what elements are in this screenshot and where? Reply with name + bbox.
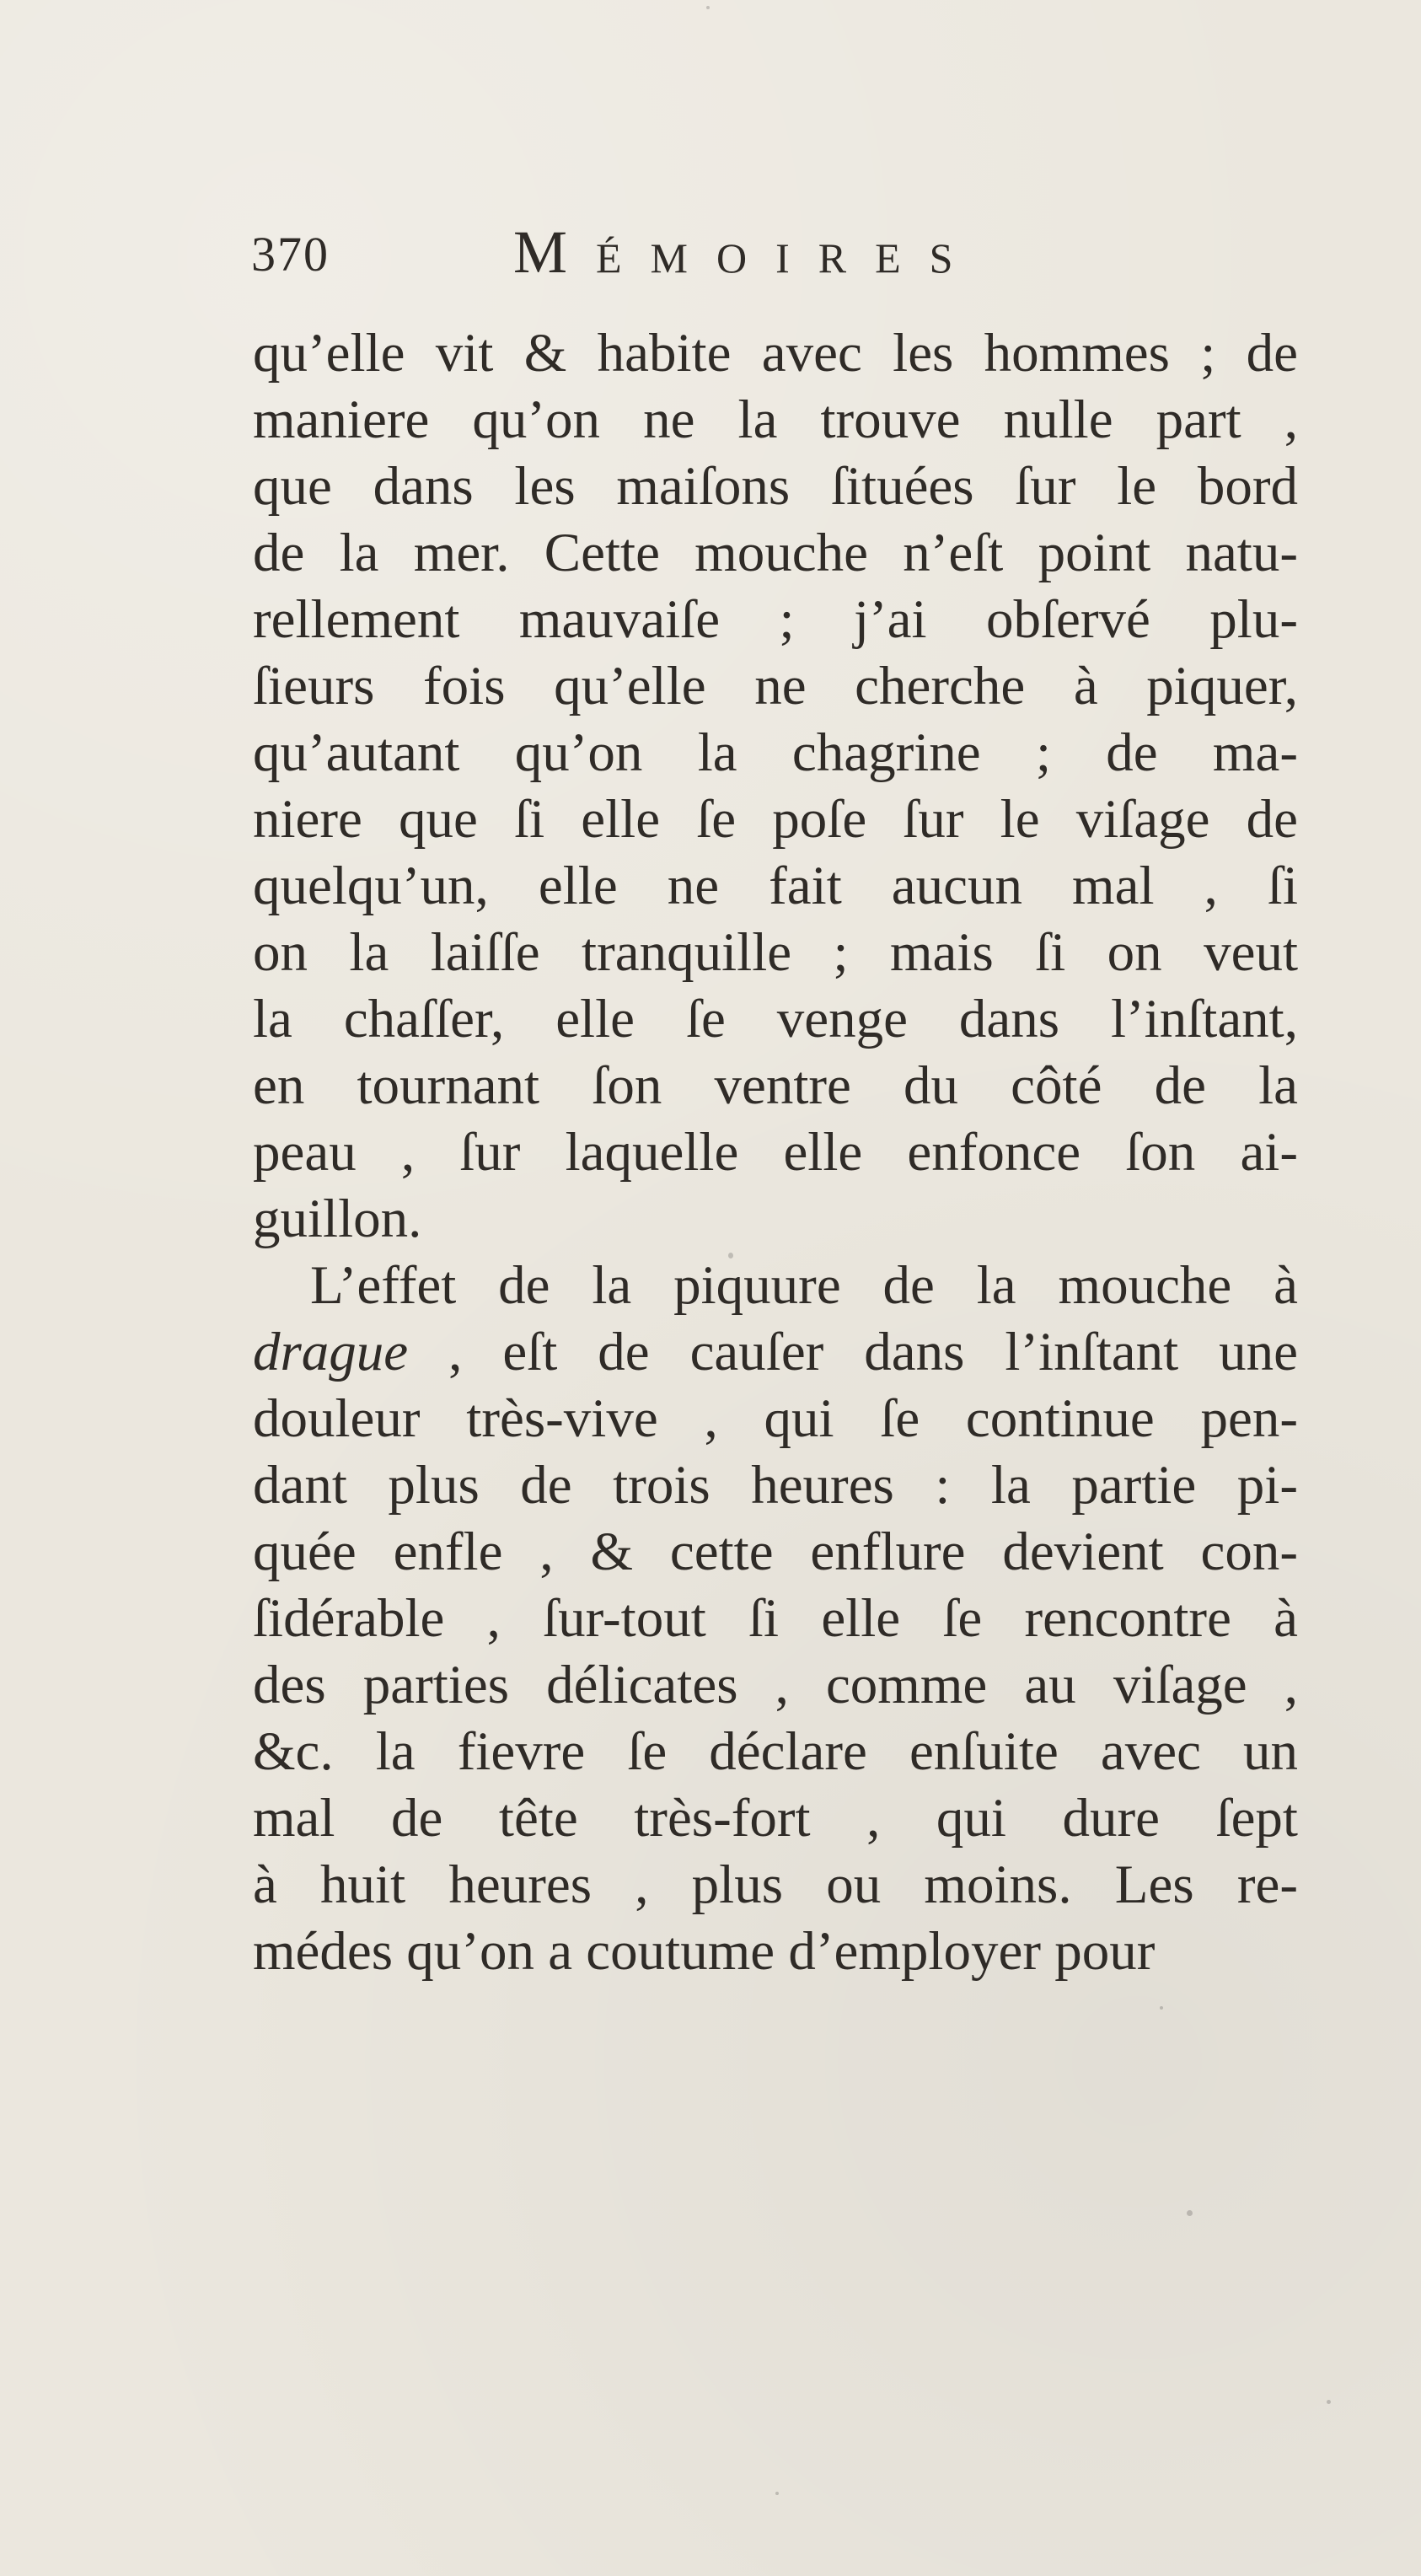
paragraph-1-line-13: peau , ſur laquelle elle enfonce ſon ai-	[253, 1122, 1298, 1183]
italic-term-drague: drague	[253, 1322, 409, 1382]
paper-speck	[1187, 2210, 1193, 2216]
page-number: 370	[251, 227, 330, 282]
paragraph-2-line-7: des parties délicates , comme au viſage ,	[253, 1655, 1298, 1715]
paragraph-1-line-6: ſieurs fois qu’elle ne cherche à piquer,	[253, 656, 1298, 716]
paragraph-1-line-4: de la mer. Cette mouche n’eſt point natu-	[253, 523, 1298, 583]
page-body	[253, 320, 1298, 1985]
paragraph-1-line-8: niere que ſi elle ſe poſe ſur le viſage de	[253, 789, 1298, 850]
paragraph-1-line-11: la chaſſer, elle ſe venge dans l’inſtant,	[253, 989, 1298, 1049]
running-head	[251, 217, 1094, 293]
paragraph-2-line-1: L’effet de la piquure de la mouche à	[310, 1255, 1298, 1316]
paragraph-1	[253, 320, 1298, 1253]
paper-speck	[1160, 2006, 1163, 2010]
paper-speck	[775, 2492, 779, 2495]
paragraph-2-line-3: douleur très-vive , qui ſe continue pen-	[253, 1388, 1298, 1449]
paper-speck	[1327, 2400, 1331, 2404]
running-title: Mémoires	[513, 218, 982, 286]
paper-speck	[728, 1253, 733, 1258]
paragraph-1-line-5: rellement mauvaiſe ; j’ai obſervé plu-	[253, 589, 1298, 650]
paragraph-2-line-4: dant plus de trois heures : la partie pi-	[253, 1455, 1298, 1516]
paper-speck	[706, 6, 710, 9]
paragraph-2-line-9: mal de tête très-fort , qui dure ſept	[253, 1788, 1298, 1849]
paragraph-1-line-12: en tournant ſon ventre du côté de la	[253, 1055, 1298, 1116]
paragraph-1-line-14: guillon.	[253, 1189, 422, 1249]
paragraph-2-line-6: ſidérable , ſur-tout ſi elle ſe rencontre à	[253, 1588, 1298, 1649]
paragraph-2-line-5: quée enfle , & cette enflure devient con-	[253, 1521, 1298, 1582]
paragraph-2-line-2-rest: , eſt de cauſer dans l’inſtant une	[408, 1322, 1298, 1382]
paragraph-2-line-10: à huit heures , plus ou moins. Les re-	[253, 1854, 1298, 1915]
paragraph-2-line-8: &c. la fievre ſe déclare enſuite avec un	[253, 1721, 1298, 1782]
paragraph-2-line-2	[253, 1319, 1298, 1386]
paragraph-1-line-9: quelqu’un, elle ne fait aucun mal , ſi	[253, 856, 1298, 916]
paragraph-1-line-10: on la laiſſe tranquille ; mais ſi on veut	[253, 922, 1298, 983]
paragraph-2-line-11: médes qu’on a coutume d’employer pour	[253, 1921, 1156, 1982]
paragraph-1-line-1: qu’elle vit & habite avec les hommes ; de	[253, 323, 1298, 384]
paragraph-1-line-3: que dans les maiſons ſituées ſur le bord	[253, 456, 1298, 517]
paragraph-2	[253, 1253, 1298, 1985]
paragraph-1-line-2: maniere qu’on ne la trouve nulle part ,	[253, 389, 1298, 450]
paragraph-1-line-7: qu’autant qu’on la chagrine ; de ma-	[253, 722, 1298, 783]
